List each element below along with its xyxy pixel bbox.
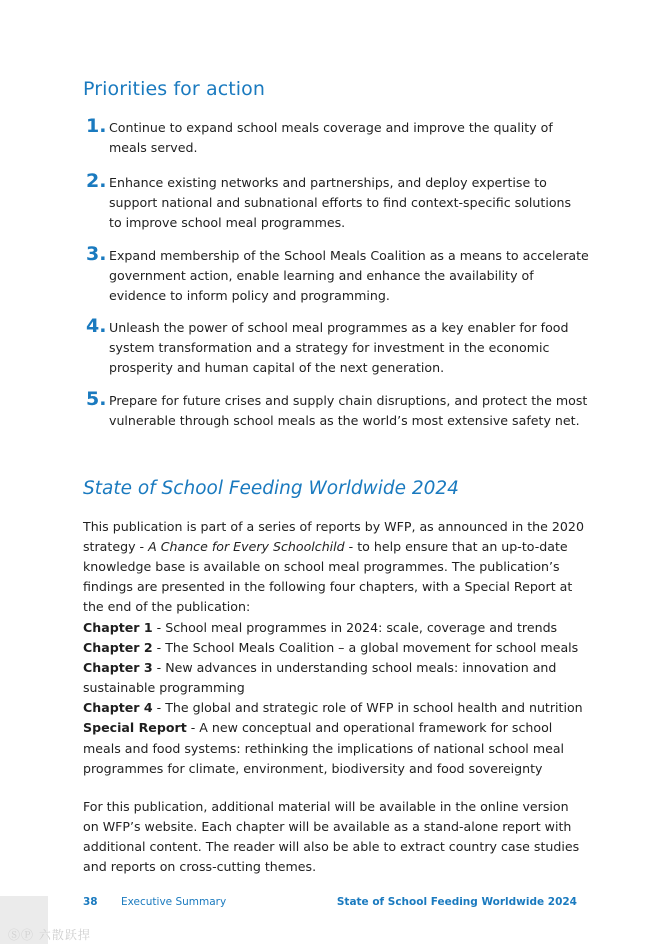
priority-text-line: Prepare for future crises and supply chain disruptions, and protect the most	[109, 393, 588, 408]
outro-line: on WFP’s website. Each chapter will be available as a stand-alone report with	[83, 819, 572, 835]
chapter-label: Chapter 3	[83, 660, 153, 676]
priority-text-line: prosperity and human capital of the next generation.	[109, 360, 445, 375]
chapter-description: - The School Meals Coalition – a global movement for school meals	[152, 640, 579, 656]
chapter-description-line: meals and food systems: rethinking the implications of national school meal	[83, 740, 565, 756]
chapter-entry	[83, 718, 583, 738]
outro-line: and reports on cross-cutting themes.	[83, 859, 317, 875]
priority-text-line: Expand membership of the School Meals Coalition as a means to accelerate	[109, 248, 589, 263]
chapter-label: Chapter 4	[83, 700, 153, 716]
chapter-entry	[83, 638, 583, 658]
footer-section: Executive Summary	[121, 896, 227, 908]
priority-number: 2.	[86, 170, 107, 192]
priority-text-line: support national and subnational efforts to find context-specific solutions	[109, 195, 572, 210]
outro-paragraph	[83, 797, 583, 877]
intro-text: strategy -	[83, 539, 149, 555]
outro-line: additional content. The reader will also be able to extract country case studies	[83, 839, 580, 855]
chapter-description: - New advances in understanding school meals: innovation and	[152, 660, 557, 676]
chapter-label: Chapter 2	[83, 640, 153, 656]
priority-text-line: system transformation and a strategy for investment in the economic	[109, 340, 550, 355]
chapter-description: - School meal programmes in 2024: scale, coverage and trends	[152, 620, 558, 635]
footer-title: State of School Feeding Worldwide 2024	[336, 896, 577, 908]
priority-text-line: Unleash the power of school meal programmes as a key enabler for food	[109, 320, 569, 335]
page-number: 38	[83, 896, 98, 908]
priority-item	[83, 170, 572, 233]
chapter-list	[83, 618, 583, 779]
priority-item	[83, 243, 589, 306]
priority-text-line: to improve school meal programmes.	[109, 215, 346, 230]
intro-paragraph	[83, 517, 583, 617]
priority-text-line: meals served.	[109, 140, 198, 155]
intro-line: This publication is part of a series of reports by WFP, as announced in the 2020	[83, 519, 584, 534]
priority-number: 4.	[86, 315, 107, 337]
chapter-description: - A new conceptual and operational framework for school	[186, 720, 553, 736]
intro-line	[83, 537, 583, 557]
priority-text-line: evidence to inform policy and programming.	[109, 288, 390, 303]
watermark: ⓈⓅ 六散跃捍	[8, 928, 91, 942]
priority-number: 3.	[86, 243, 107, 265]
chapter-label: Chapter 1	[83, 620, 153, 635]
priority-text-line: Enhance existing networks and partnerships, and deploy expertise to	[109, 175, 547, 190]
strategy-title: A Chance for Every Schoolchild	[148, 539, 345, 555]
priority-text-line: Continue to expand school meals coverage and improve the quality of	[109, 120, 553, 135]
priority-text-line: vulnerable through school meals as the world’s most extensive safety net.	[109, 413, 580, 428]
priority-item	[83, 388, 588, 431]
intro-text: - to help ensure that an up-to-date	[344, 539, 568, 555]
chapter-entry	[83, 658, 583, 678]
chapter-entry	[83, 698, 583, 718]
priorities-heading: Priorities for action	[83, 78, 266, 100]
chapter-description-line: programmes for climate, environment, biodiversity and food sovereignty	[83, 760, 543, 776]
chapter-description-line: sustainable programming	[83, 680, 245, 696]
priority-item	[83, 115, 553, 158]
priority-text-line: government action, enable learning and enhance the availability of	[109, 268, 534, 283]
intro-line: the end of the publication:	[83, 599, 251, 615]
intro-line: knowledge base is available on school meal programmes. The publication’s	[83, 559, 560, 575]
state-heading: State of School Feeding Worldwide 2024	[83, 478, 459, 499]
intro-line: findings are presented in the following four chapters, with a Special Report at	[83, 579, 573, 595]
chapter-label: Special Report	[83, 720, 187, 736]
priority-number: 5.	[86, 388, 107, 410]
chapter-entry	[83, 618, 583, 638]
chapter-description: - The global and strategic role of WFP in school health and nutrition	[152, 700, 583, 716]
outro-line: For this publication, additional material will be available in the online version	[83, 799, 569, 814]
priority-number: 1.	[86, 115, 107, 137]
priority-item	[83, 315, 569, 378]
